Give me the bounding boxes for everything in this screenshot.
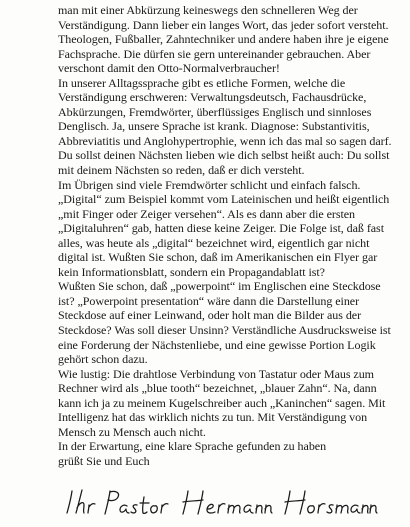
letter-line: Du sollst deinen Nächsten lieben wie dich selbst heißt auch: Du sollst (58, 148, 390, 163)
letter-line: alles, was heute als „digital“ bezeichnet wird, eigentlich gar nicht (58, 235, 370, 250)
letter-line: Abbreviatitis und Anglohypertrophie, wenn ich das mal so sagen darf. (58, 133, 392, 148)
letter-line: Wie lustig: Die drahtlose Verbindung von Tastatur oder Maus zum (58, 366, 374, 381)
letter-line: man mit einer Abkürzung keineswegs den schnelleren Weg der (58, 3, 358, 17)
letter-line: Abkürzungen, Fremdwörter, überflüssiges Englisch und sinnloses (58, 104, 372, 119)
letter-line: mit deinem Nächsten so reden, daß er dich versteht. (58, 163, 305, 178)
letter-line: Theologen, Fußballer, Zahntechniker und andere haben ihre je eigene (58, 32, 389, 47)
letter-line: „Digitaluhren“ gab, hatten diese keine Zeiger. Die Folge ist, daß fast (58, 221, 384, 236)
letter-line: Steckdose auf einer Leinwand, oder holt man die Bilder aus der (58, 308, 362, 323)
letter-line: eine Forderung der Nächstenliebe, und eine gewisse Portion Logik (58, 337, 376, 352)
letter-line: kann ich ja zu meinem Kugelschreiber auch „Kaninchen“ sagen. Mit (58, 395, 386, 410)
letter-line: Im Übrigen sind viele Fremdwörter schlicht und einfach falsch. (58, 177, 361, 192)
letter-line: Mensch zu Mensch auch nicht. (58, 424, 206, 439)
letter-body (58, 3, 410, 469)
letter-line: „Digital“ zum Beispiel kommt vom Lateinischen und heißt eigentlich (58, 192, 390, 207)
letter-line: Denglisch. Ja, unsere Sprache ist krank. Diagnose: Substantivitis, (58, 119, 370, 134)
letter-line: Rechner wird als „blue tooth“ bezeichnet, „blauer Zahn“. Na, dann (58, 381, 377, 396)
letter-line: gehört schon dazu. (58, 352, 148, 367)
letter-line: Steckdose? Was soll dieser Unsinn? Verständliche Ausdrucksweise ist (58, 323, 391, 338)
letter-line: verschont damit den Otto-Normalverbraucher! (58, 61, 280, 76)
letter-line: „mit Finger oder Zeiger versehen“. Als es dann aber die ersten (58, 206, 356, 221)
letter-line: Intelligenz hat das wirklich nichts zu tun. Mit Verständigung von (58, 410, 368, 425)
letter-line: Verständigung erschweren: Verwaltungsdeutsch, Fachausdrücke, (58, 90, 367, 105)
letter-line: In der Erwartung, eine klare Sprache gefunden zu haben (58, 439, 327, 454)
letter-line: grüßt Sie und Euch (58, 453, 150, 468)
handwritten-signature (58, 485, 378, 519)
letter-line: kein Informationsblatt, sondern ein Propagandablatt ist? (58, 264, 325, 279)
letter-line: Wußten Sie schon, daß „powerpoint“ im Englischen eine Steckdose (58, 279, 381, 294)
letter-line: Fachsprache. Die dürfen sie gern untereinander gebrauchen. Aber (58, 46, 371, 61)
letter-line: digital ist. Wußten Sie schon, daß im Amerikanischen ein Flyer gar (58, 250, 378, 265)
letter-line: In unserer Alltagssprache gibt es etliche Formen, welche die (58, 75, 346, 90)
letter-line: ist? „Powerpoint presentation“ wäre dann die Darstellung einer (58, 293, 360, 308)
letter-line: Verständigung. Dann lieber ein langes Wort, das jeder sofort versteht. (58, 17, 389, 32)
